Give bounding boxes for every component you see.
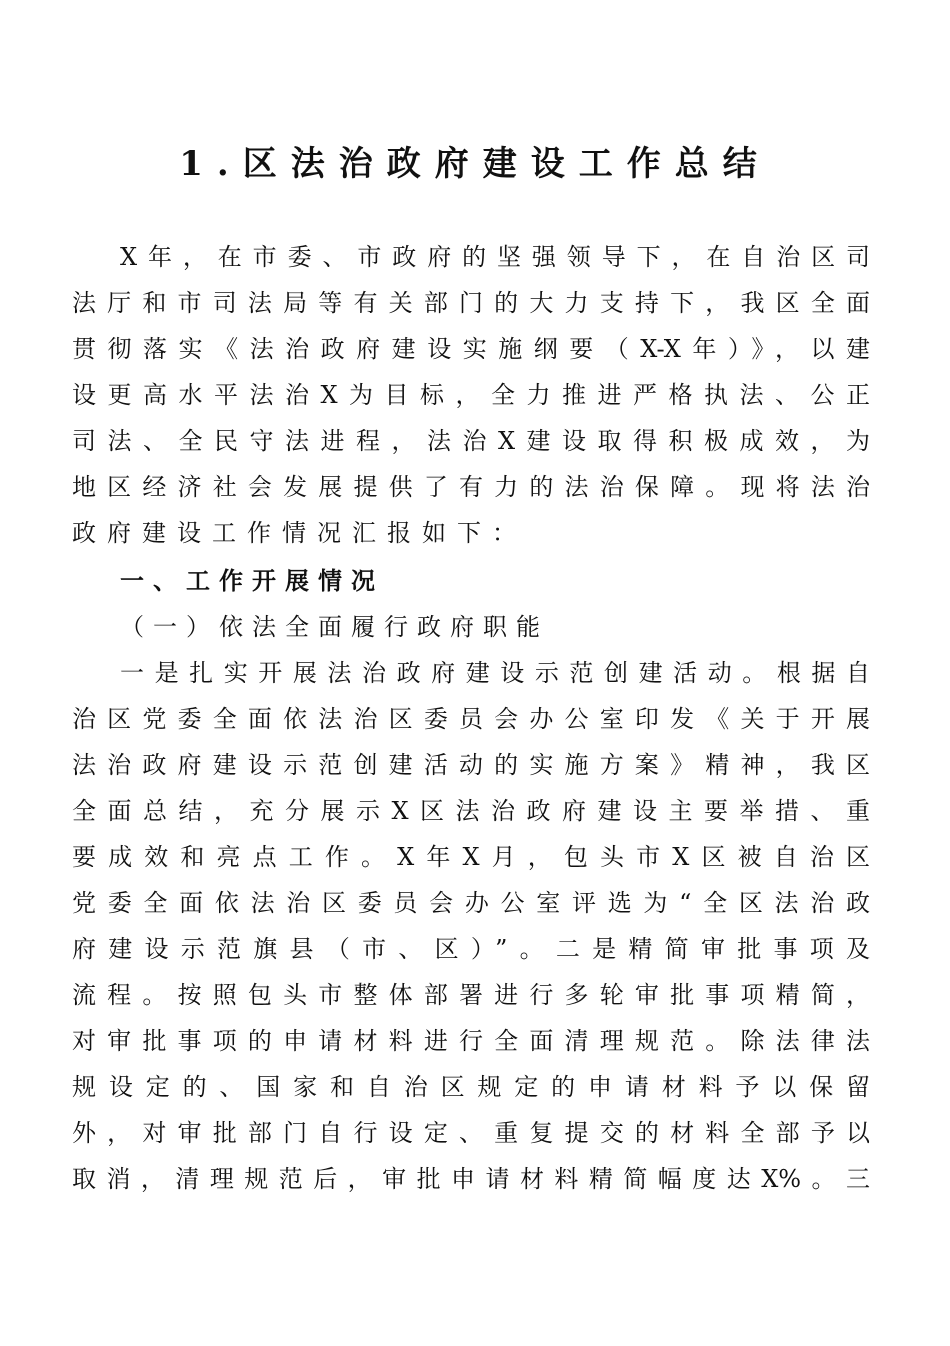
paragraph-2-line-5: 要成效和亮点工作。X年X月，包头市X区被自治区 [72,843,870,871]
paragraph-2-line-9: 对审批事项的申请材料进行全面清理规范。除法律法 [72,1027,870,1055]
subsection-heading-1: （一）依法全面履行政府职能 [120,613,549,641]
paragraph-2-line-6: 党委全面依法治区委员会办公室评选为“全区法治政 [72,889,870,917]
paragraph-1-line-4: 设更高水平法治X为目标，全力推进严格执法、公正 [72,381,870,409]
paragraph-1-line-7: 政府建设工作情况汇报如下： [72,519,527,547]
paragraph-2-line-3: 法治政府建设示范创建活动的实施方案》精神，我区 [72,751,870,779]
paragraph-2-line-10: 规设定的、国家和自治区规定的申请材料予以保留 [72,1073,870,1101]
paragraph-1-line-6: 地区经济社会发展提供了有力的法治保障。现将法治 [72,473,870,501]
paragraph-2-line-11: 外，对审批部门自行设定、重复提交的材料全部予以 [72,1119,870,1147]
paragraph-2-line-4: 全面总结，充分展示X区法治政府建设主要举措、重 [72,797,870,825]
paragraph-2-line-1: 一是扎实开展法治政府建设示范创建活动。根据自 [120,659,870,687]
paragraph-1-line-1: X年，在市委、市政府的坚强领导下，在自治区司 [120,243,870,271]
paragraph-2-line-2: 治区党委全面依法治区委员会办公室印发《关于开展 [72,705,870,733]
paragraph-1-line-3: 贯彻落实《法治政府建设实施纲要（X-X年）》，以建 [72,335,870,363]
paragraph-2-line-8: 流程。按照包头市整体部署进行多轮审批事项精简， [72,981,870,1009]
paragraph-2-line-7: 府建设示范旗县（市、区）”。二是精简审批事项及 [72,935,870,963]
paragraph-1-line-5: 司法、全民守法进程，法治X建设取得积极成效，为 [72,427,870,455]
section-heading-1: 一、工作开展情况 [120,566,384,595]
paragraph-1-line-2: 法厅和市司法局等有关部门的大力支持下，我区全面 [72,289,870,317]
paragraph-2-line-12: 取消，清理规范后，审批申请材料精简幅度达X%。三 [72,1165,870,1193]
document-title: 1.区法治政府建设工作总结 [179,144,771,184]
